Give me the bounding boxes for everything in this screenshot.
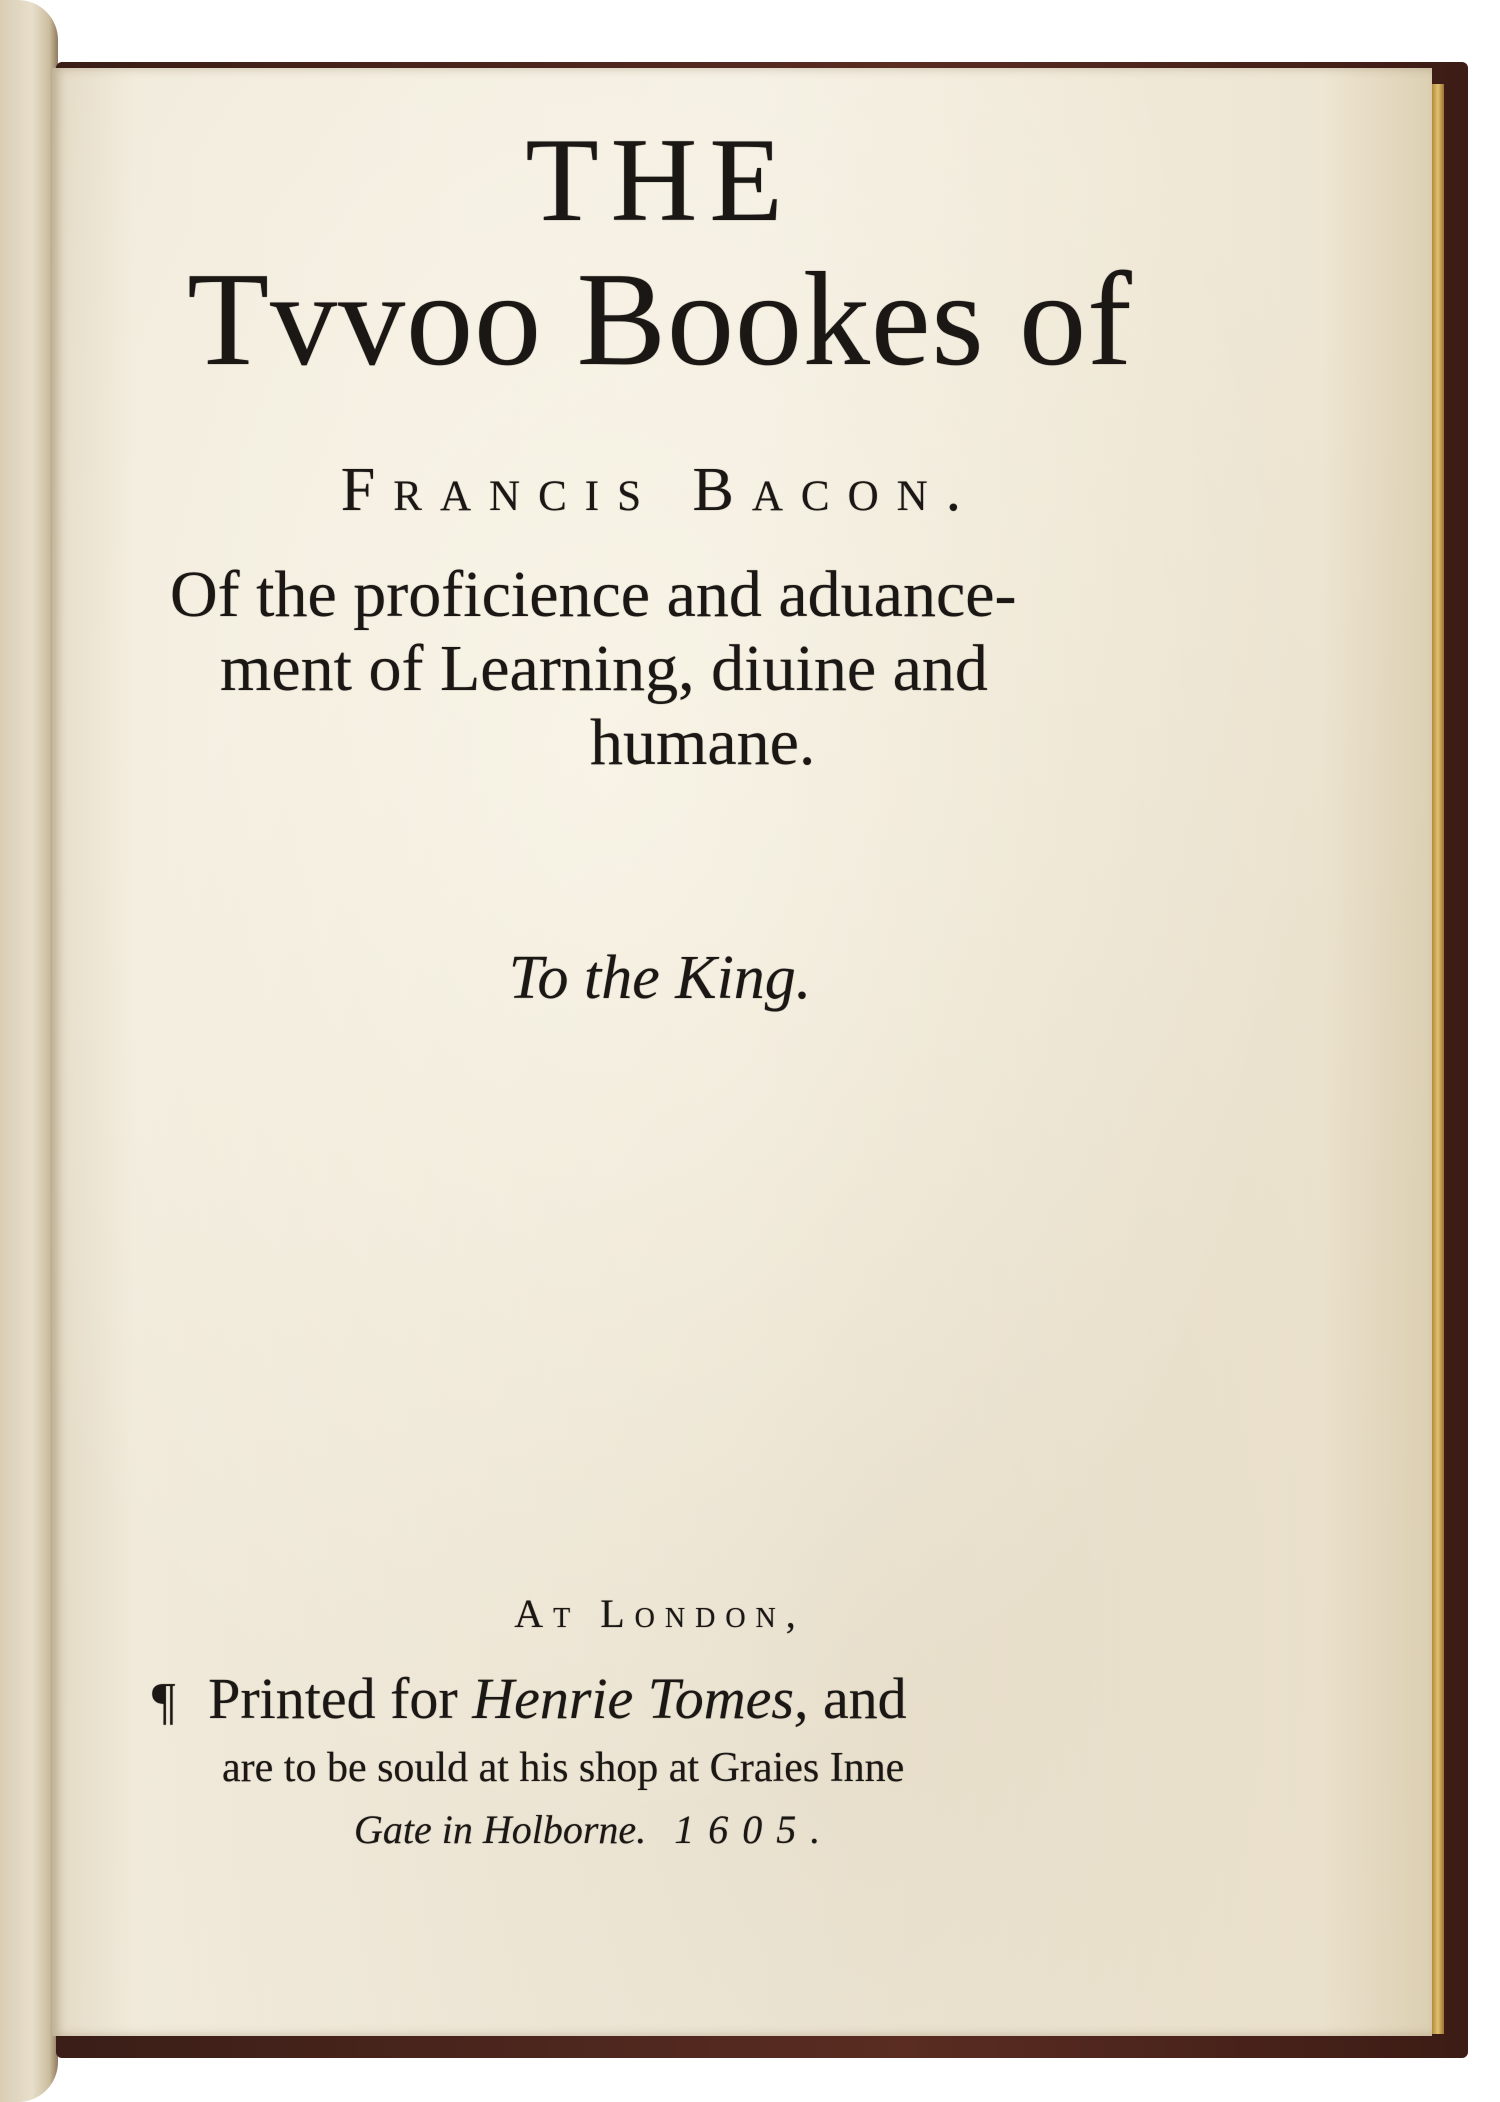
gilt-page-edge [1432, 84, 1444, 2034]
dedication: To the King. [508, 944, 812, 1012]
publication-year: 1605. [674, 1807, 835, 1852]
title-the: THE [525, 113, 795, 246]
and-text: and [822, 1666, 907, 1731]
author-name: Francis Bacon. [340, 456, 980, 524]
subtitle-line: Of the proficience and aduance- [170, 558, 1017, 631]
subtitle-line: humane. [590, 706, 816, 779]
place-of-printing: At London, [514, 1591, 806, 1636]
imprint-line [152, 1664, 1172, 1737]
subtitle-line: ment of Learning, diuine and [220, 632, 988, 705]
title-page [52, 68, 1432, 2036]
gate-line [354, 1802, 1354, 1858]
pilcrow-icon: ¶ [152, 1673, 176, 1730]
facing-page-edge [0, 0, 58, 2102]
subtitle [170, 558, 1170, 780]
title-two-books: Tvvoo Bookes of [187, 245, 1133, 393]
shop-line: are to be sould at his shop at Graies Inne [222, 1745, 905, 1791]
printed-for-text: Printed for [208, 1666, 458, 1731]
publisher-name: Henrie Tomes, [472, 1666, 809, 1731]
gate-location: Gate in Holborne. [354, 1807, 647, 1852]
